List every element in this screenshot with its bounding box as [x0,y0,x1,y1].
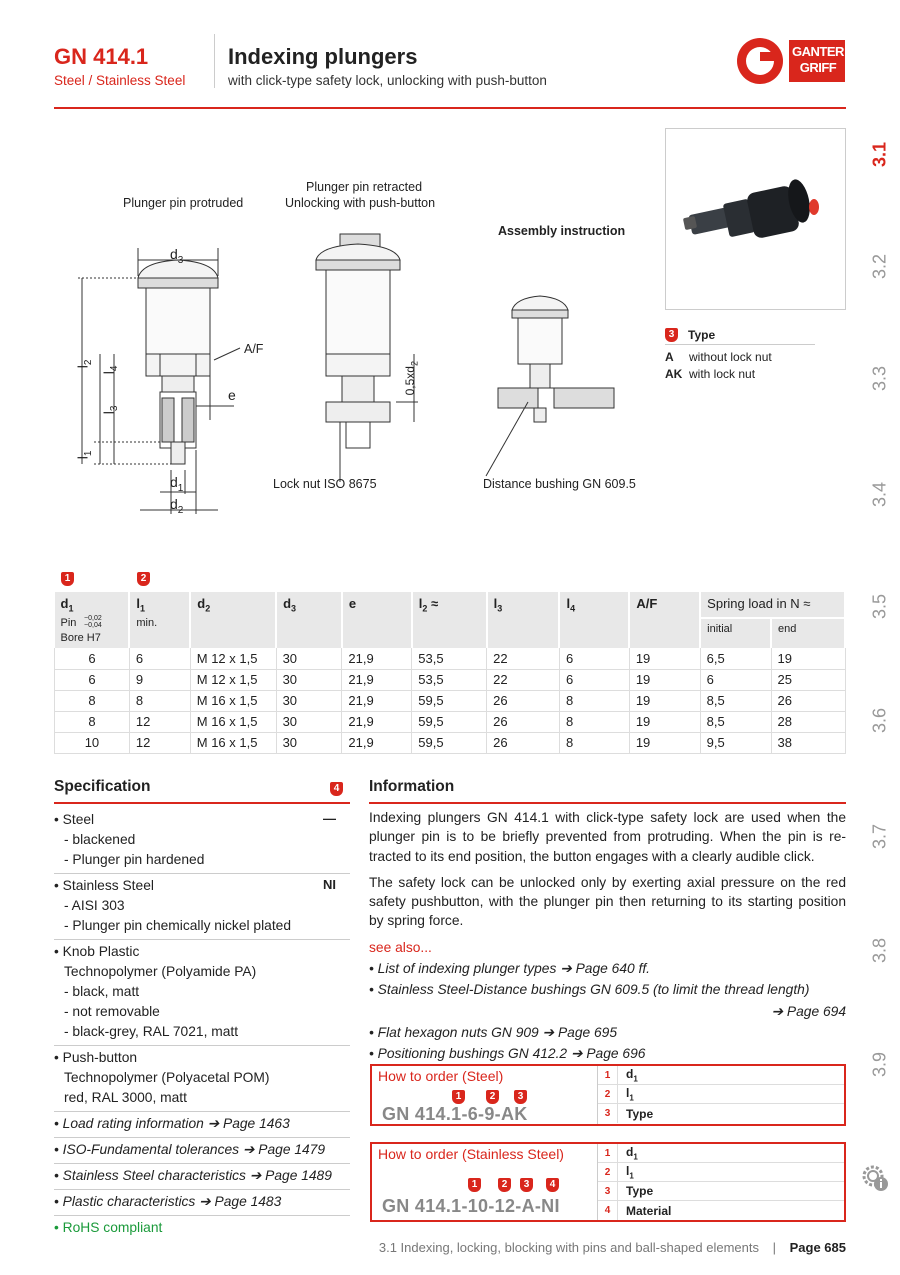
dim-l3: $l_3$ [100,405,121,415]
type-row-ak: AK with lock nut [665,366,756,381]
table-row [55,690,846,711]
table-cell: 30 [276,648,342,669]
info-paragraph-1: Indexing plungers GN 414.1 with click-type safety lock are used when the plunger pin is to be briefly prevented from protruding. When the pin is re-tracted to its end position, the button engages with a clearly audible click. [369,810,846,864]
order-ss-title: How to order (Stainless Steel) [378,1146,564,1162]
page-title: Indexing plungers [228,44,418,69]
specification-rule [54,802,350,804]
col-d1: $d_1$ Pin −0,02 −0,04 Bore H7 [55,592,130,648]
technical-drawing [54,170,654,530]
side-tab-3-5[interactable]: 3.5 [869,593,890,620]
dim-e: e [228,387,236,403]
table-cell: 25 [771,669,845,690]
spec-steel: • Steel - blackened - Plunger pin hardened — [54,808,350,874]
order-ss-badge-1: 1 [468,1178,481,1192]
order-steel-badge-2: 2 [486,1090,499,1104]
table-cell: 30 [276,669,342,690]
side-tab-3-9[interactable]: 3.9 [869,1051,890,1078]
spec-code-steel: — [323,811,336,826]
badge-4: 4 [330,782,343,796]
table-cell: 8 [55,690,130,711]
ref-positioning-bushings[interactable]: • Positioning bushings GN 412.2 ➔ Page 696 [369,1046,646,1062]
spec-code-stainless: NI [323,877,336,892]
table-cell: 30 [276,690,342,711]
table-row [55,648,846,669]
dim-d3: $d_3$ [170,246,184,266]
table-cell: 12 [129,711,190,732]
table-cell: 8,5 [700,690,771,711]
table-cell: 6,5 [700,648,771,669]
ref-distance-bushings-page[interactable]: ➔ Page 694 [771,1003,846,1019]
spec-link-load-rating[interactable]: • Load rating information ➔ Page 1463 [54,1112,350,1138]
table-cell: 19 [629,732,700,753]
table-cell: 53,5 [412,648,487,669]
table-cell: 9 [129,669,190,690]
dim-05xd2: $0,5xd_2$ [402,361,420,396]
label-assembly: Assembly instruction [498,224,626,238]
logo-text-ganter: GANTER [792,44,844,59]
material-subtitle: Steel / Stainless Steel [54,73,186,88]
badge-1: 1 [61,572,74,586]
order-steel-code: GN 414.1-6-9-AK [382,1104,528,1124]
spec-link-plastic-characteristics[interactable]: • Plastic characteristics ➔ Page 1483 [54,1190,350,1216]
table-cell: 28 [771,711,845,732]
spec-rohs: • RoHS compliant [54,1220,163,1235]
order-ss-badge-4: 4 [546,1178,559,1192]
spec-link-stainless-characteristics[interactable]: • Stainless Steel characteristics ➔ Page 1489 [54,1164,350,1190]
side-tab-3-6[interactable]: 3.6 [869,707,890,734]
dim-d2: $d_2$ [170,496,184,516]
type-legend-title: Type [688,328,716,342]
order-ss-badge-3: 3 [520,1178,533,1192]
table-cell: 19 [629,648,700,669]
spec-stainless: • Stainless Steel - AISI 303 - Plunger pin chemically nickel plated NI [54,874,350,940]
order-box-steel: How to order (Steel) 1 2 3 GN 414.1-6-9-AK 1 $d_1$ 2 $l_1$ 3 Type [370,1064,846,1126]
specification-list [54,808,350,1241]
table-cell: 6 [559,648,629,669]
table-cell: 8 [559,711,629,732]
table-cell: 19 [629,690,700,711]
information-title: Information [369,778,455,795]
logo-text-griff: GRIFF [799,60,837,75]
badge-2: 2 [137,572,150,586]
col-spring-end: end [771,618,845,648]
table-cell: 22 [487,648,560,669]
table-cell: 9,5 [700,732,771,753]
table-cell: 26 [487,690,560,711]
type-row-a: A without lock nut [665,349,772,364]
table-cell: 19 [771,648,845,669]
gear-info-icon[interactable] [860,1163,890,1193]
col-af: A/F [629,592,700,648]
page-footer [379,1240,846,1255]
table-cell: M 12 x 1,5 [190,648,276,669]
table-cell: 26 [487,711,560,732]
page-number: Page 685 [789,1240,846,1255]
col-d2: $d_2$ [190,592,276,648]
table-cell: 8 [559,690,629,711]
order-ss-code: GN 414.1-10-12-A-NI [382,1196,560,1216]
table-cell: 8 [559,732,629,753]
side-tab-3-8[interactable]: 3.8 [869,937,890,964]
table-cell: 6 [559,669,629,690]
table-cell: 8 [55,711,130,732]
table-cell: M 16 x 1,5 [190,711,276,732]
col-l3: $l_3$ [487,592,560,648]
information-text [369,808,846,1064]
table-cell: 6 [129,648,190,669]
product-photo [665,128,846,310]
type-legend [665,328,815,382]
table-cell: 21,9 [342,690,412,711]
table-cell: 6 [55,648,130,669]
table-cell: 21,9 [342,669,412,690]
product-code: GN 414.1 [54,44,149,69]
header-divider [214,34,215,88]
footer-section: 3.1 Indexing, locking, blocking with pins and ball-shaped elements [378,1240,759,1255]
order-box-stainless: How to order (Stainless Steel) 1 2 3 4 GN 414.1-10-12-A-NI 1 $d_1$ 2 $l_1$ 3 Type 4 Material [370,1142,846,1222]
table-cell: 19 [629,711,700,732]
page-subtitle: with click-type safety lock, unlocking with push-button [228,73,547,88]
col-d3: $d_3$ [276,592,342,648]
label-bushing: Distance bushing GN 609.5 [483,477,636,491]
badge-3: 3 [665,328,678,342]
label-locknut: Lock nut ISO 8675 [273,477,377,491]
table-row [55,669,846,690]
col-spring-load: Spring load in N ≈ [700,592,845,618]
table-cell: 59,5 [412,732,487,753]
table-cell: 21,9 [342,732,412,753]
specification-title: Specification [54,778,151,795]
table-cell: 38 [771,732,845,753]
table-cell: 21,9 [342,648,412,669]
side-tab-3-7[interactable]: 3.7 [869,823,890,850]
order-ss-badge-2: 2 [498,1178,511,1192]
ref-distance-bushings[interactable]: • Stainless Steel-Distance bushings GN 609.5 (to limit the thread length) [369,982,810,998]
spec-knob: • Knob Plastic Technopolymer (Polyamide PA) - black, matt - not removable - black-grey, RAL 7021, matt [54,940,350,1046]
ref-flat-hex-nuts[interactable]: • Flat hexagon nuts GN 909 ➔ Page 695 [369,1024,618,1040]
table-cell: 53,5 [412,669,487,690]
spec-pushbutton: • Push-button Technopolymer (Polyacetal POM) red, RAL 3000, matt [54,1046,350,1112]
table-cell: M 16 x 1,5 [190,690,276,711]
table-cell: 6 [700,669,771,690]
table-cell: 30 [276,711,342,732]
spec-link-iso-tolerances[interactable]: • ISO-Fundamental tolerances ➔ Page 1479 [54,1138,350,1164]
table-cell: M 16 x 1,5 [190,732,276,753]
label-unlocking: Unlocking with push-button [285,196,436,210]
table-cell: 59,5 [412,690,487,711]
order-steel-badge-3: 3 [514,1090,527,1104]
dim-l2: $l_2$ [74,359,95,369]
table-cell: 6 [55,669,130,690]
dim-d1: $d_1$ [170,474,184,494]
table-cell: 30 [276,732,342,753]
table-cell: M 12 x 1,5 [190,669,276,690]
table-cell: 26 [771,690,845,711]
col-spring-initial: initial [700,618,771,648]
side-tab-3-4[interactable]: 3.4 [869,481,890,508]
information-rule [369,802,846,804]
ganter-logo [733,32,847,90]
table-row [55,732,846,753]
dim-l1: $l_1$ [74,450,95,460]
table-cell: 8,5 [700,711,771,732]
table-cell: 12 [129,732,190,753]
side-tab-3-3[interactable]: 3.3 [869,365,890,392]
side-tab-3-1[interactable]: 3.1 [869,141,890,168]
table-cell: 59,5 [412,711,487,732]
order-steel-badge-1: 1 [452,1090,465,1104]
side-tab-3-2[interactable]: 3.2 [869,253,890,280]
table-cell: 19 [629,669,700,690]
label-plunger-protruded: Plunger pin protruded [123,196,244,210]
col-l1: $l_1$ min. [129,592,190,648]
table-cell: 10 [55,732,130,753]
table-row [55,711,846,732]
col-e: e [342,592,412,648]
footer-separator: | [772,1240,776,1255]
table-cell: 21,9 [342,711,412,732]
label-plunger-retracted: Plunger pin retracted [306,180,423,194]
info-paragraph-2: The safety lock can be unlocked only by exerting axial pressure on the red safety pushbutton, with the plunger pin then returning to its starting position by spring force. [369,874,846,929]
table-cell: 22 [487,669,560,690]
ref-list-plunger-types[interactable]: • List of indexing plunger types ➔ Page 640 ff. [369,961,651,977]
table-cell: 26 [487,732,560,753]
dim-l4: $l_4$ [100,365,121,375]
dimensions-table [54,592,846,754]
header-rule [54,107,846,109]
col-l4: $l_4$ [559,592,629,648]
col-l2: $l_2$ ≈ [412,592,487,648]
dim-af: A/F [244,342,264,356]
see-also-label: see also... [369,939,432,955]
table-cell: 8 [129,690,190,711]
order-steel-title: How to order (Steel) [378,1068,504,1084]
